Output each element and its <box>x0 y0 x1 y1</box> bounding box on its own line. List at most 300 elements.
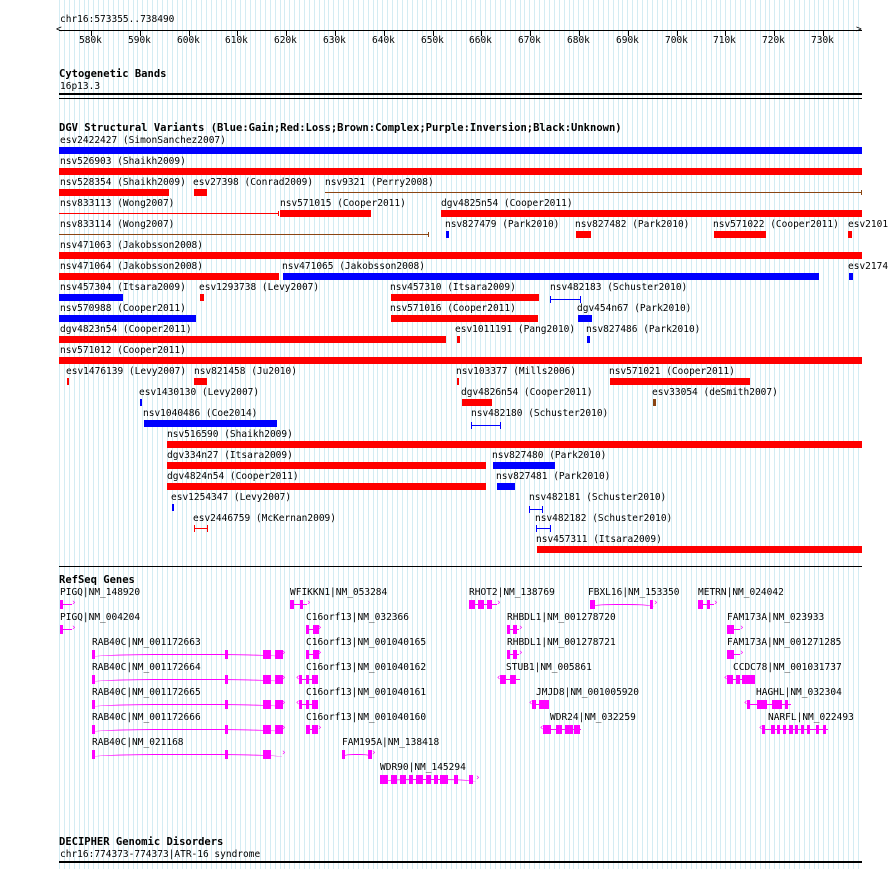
sv-label-esv33054[interactable]: esv33054 (deSmith2007) <box>652 387 778 398</box>
gene-exon-ccdc78[interactable] <box>736 675 740 684</box>
gene-label-rab40c2[interactable]: RAB40C|NM_001172664 <box>92 662 201 673</box>
sv-bar-esv27398[interactable] <box>194 189 207 196</box>
gene-label-wfikkn1[interactable]: WFIKKN1|NM_053284 <box>290 587 388 598</box>
grid-line <box>743 0 749 869</box>
gene-exon-rhot2[interactable] <box>487 600 492 609</box>
gene-exon-wdr90[interactable] <box>454 775 458 784</box>
gene-label-rhbdl1a[interactable]: RHBDL1|NM_001278720 <box>507 612 616 623</box>
cyto-band[interactable] <box>59 93 862 95</box>
grid-line <box>769 0 770 869</box>
ruler-tick-label: 710k <box>713 35 736 46</box>
strand-arrow-icon: ‹ <box>295 673 301 683</box>
gene-exon-c16orf13c[interactable] <box>306 675 309 684</box>
sv-bar-start-nsv482181 <box>529 506 530 513</box>
gene-exon-wdr24[interactable] <box>565 725 573 734</box>
section-title-decipher[interactable]: DECIPHER Genomic Disorders <box>59 836 224 848</box>
sv-bar-nsv482183[interactable] <box>550 299 581 300</box>
sv-bar-nsv833114[interactable] <box>59 234 429 235</box>
sv-label-nsv827486[interactable]: nsv827486 (Park2010) <box>586 324 701 335</box>
gene-intron-line-rab40c2[interactable] <box>92 679 282 683</box>
gene-label-rab40c5[interactable]: RAB40C|NM_021168 <box>92 737 184 748</box>
sv-bar-nsv9321[interactable] <box>325 192 862 193</box>
gene-label-wdr90[interactable]: WDR90|NM_145294 <box>380 762 466 773</box>
sv-bar-esv1254347[interactable] <box>172 504 174 511</box>
gene-exon-wfikkn1[interactable] <box>290 600 294 609</box>
gene-exon-metrn[interactable] <box>707 600 710 609</box>
gene-exon-rab40c5[interactable] <box>92 750 95 759</box>
gene-exon-pigq1[interactable] <box>60 600 63 609</box>
sv-bar-nsv471065[interactable] <box>283 273 819 280</box>
gene-exon-rab40c4[interactable] <box>263 725 271 734</box>
gene-exon-rab40c2[interactable] <box>225 675 228 684</box>
grid-line <box>701 0 702 869</box>
grid-line <box>691 0 692 869</box>
sv-bar-dgv454n67[interactable] <box>578 315 592 322</box>
sv-bar-nsv827479[interactable] <box>446 231 449 238</box>
gene-exon-metrn[interactable] <box>698 600 703 609</box>
sv-label-nsv827479[interactable]: nsv827479 (Park2010) <box>445 219 560 230</box>
sv-label-nsv526903[interactable]: nsv526903 (Shaikh2009) <box>60 156 186 167</box>
track-divider <box>59 566 862 567</box>
gene-label-narfl[interactable]: NARFL|NM_022493 <box>768 712 854 723</box>
sv-bar-dgv4825n54[interactable] <box>441 210 862 217</box>
gene-exon-narfl[interactable] <box>789 725 793 734</box>
gene-exon-narfl[interactable] <box>807 725 810 734</box>
gene-exon-rhbdl1a[interactable] <box>513 625 517 634</box>
gene-exon-wfikkn1[interactable] <box>300 600 303 609</box>
strand-arrow-icon: ‹ <box>743 698 749 708</box>
gene-intron-line-rab40c5[interactable] <box>92 754 282 758</box>
sv-bar-nsv482181[interactable] <box>529 509 543 510</box>
sv-bar-esv2174[interactable] <box>849 273 853 280</box>
sv-bar-end-nsv482181 <box>542 506 543 513</box>
grid-line <box>814 0 815 869</box>
gene-exon-narfl[interactable] <box>823 725 826 734</box>
sv-bar-nsv833113[interactable] <box>59 213 279 214</box>
gene-exon-c16orf13d[interactable] <box>306 700 309 709</box>
sv-bar-nsv471063[interactable] <box>59 252 862 259</box>
sv-bar-nsv571021[interactable] <box>610 378 750 385</box>
strand-arrow-icon: ‹ <box>496 673 502 683</box>
sv-bar-esv1293738[interactable] <box>200 294 204 301</box>
sv-bar-dgv334n27[interactable] <box>167 462 486 469</box>
sv-label-dgv4824n54[interactable]: dgv4824n54 (Cooper2011) <box>167 471 299 482</box>
grid-line <box>716 0 717 869</box>
sv-bar-dgv4823n54[interactable] <box>59 336 446 343</box>
gene-exon-rab40c3[interactable] <box>263 700 271 709</box>
decipher-bar[interactable] <box>59 861 862 863</box>
sv-label-nsv471065[interactable]: nsv471065 (Jakobsson2008) <box>282 261 425 272</box>
sv-bar-nsv471064[interactable] <box>59 273 279 280</box>
gene-exon-stub1[interactable] <box>510 675 516 684</box>
gene-label-rab40c4[interactable]: RAB40C|NM_001172666 <box>92 712 201 723</box>
sv-label-nsv482181[interactable]: nsv482181 (Schuster2010) <box>529 492 667 503</box>
gene-exon-narfl[interactable] <box>795 725 798 734</box>
grid-line <box>755 0 756 869</box>
gene-exon-rhbdl1b[interactable] <box>507 650 510 659</box>
gene-exon-wdr90[interactable] <box>440 775 448 784</box>
gene-exon-wdr24[interactable] <box>556 725 562 734</box>
gene-exon-pigq2[interactable] <box>60 625 63 634</box>
grid-line <box>774 0 775 869</box>
sv-bar-nsv1040486[interactable] <box>144 420 277 427</box>
sv-bar-end-nsv9321 <box>861 190 862 195</box>
sv-label-nsv570988[interactable]: nsv570988 (Cooper2011) <box>60 303 186 314</box>
gene-exon-narfl[interactable] <box>816 725 819 734</box>
strand-arrow-icon: › <box>518 623 524 633</box>
gene-exon-wdr90[interactable] <box>469 775 473 784</box>
grid-line <box>662 0 663 869</box>
sv-label-nsv9321[interactable]: nsv9321 (Perry2008) <box>325 177 434 188</box>
grid-line <box>657 0 658 869</box>
sv-bar-nsv526903[interactable] <box>59 168 862 175</box>
gene-exon-c16orf13e[interactable] <box>306 725 310 734</box>
sv-label-nsv833114[interactable]: nsv833114 (Wong2007) <box>60 219 175 230</box>
gene-label-ccdc78[interactable]: CCDC78|NM_001031737 <box>733 662 842 673</box>
grid-line <box>765 0 766 869</box>
sv-bar-esv33054[interactable] <box>653 399 656 406</box>
gene-exon-wdr90[interactable] <box>426 775 431 784</box>
sv-label-esv1254347[interactable]: esv1254347 (Levy2007) <box>171 492 292 503</box>
grid-line <box>784 0 785 869</box>
grid-line <box>637 0 638 869</box>
ruler-tick-label: 660k <box>469 35 492 46</box>
gene-exon-fbxl16[interactable] <box>590 600 595 609</box>
gene-exon-rhbdl1b[interactable] <box>513 650 517 659</box>
gene-exon-rhot2[interactable] <box>478 600 484 609</box>
sv-label-nsv571016[interactable]: nsv571016 (Cooper2011) <box>390 303 516 314</box>
sv-bar-esv2422427[interactable] <box>59 147 862 154</box>
strand-arrow-icon: › <box>371 748 377 758</box>
ruler-tick-label: 610k <box>225 35 248 46</box>
sv-label-nsv571021[interactable]: nsv571021 (Cooper2011) <box>609 366 735 377</box>
sv-bar-start-nsv482182 <box>536 525 537 532</box>
sv-bar-nsv528354[interactable] <box>59 189 169 196</box>
section-title-refseq-genes[interactable]: RefSeq Genes <box>59 574 135 586</box>
gene-exon-c16orf13b[interactable] <box>306 650 309 659</box>
gene-exon-rab40c4[interactable] <box>92 725 95 734</box>
grid-line <box>858 0 859 869</box>
sv-label-nsv833113[interactable]: nsv833113 (Wong2007) <box>60 198 175 209</box>
gene-label-haghl[interactable]: HAGHL|NM_032304 <box>756 687 842 698</box>
grid-line <box>735 0 736 869</box>
sv-bar-nsv827480[interactable] <box>493 462 555 469</box>
grid-line <box>818 0 819 869</box>
grid-line <box>720 0 721 869</box>
gene-label-jmjd8[interactable]: JMJD8|NM_001005920 <box>536 687 639 698</box>
gene-exon-rab40c1[interactable] <box>263 650 271 659</box>
gene-label-rab40c1[interactable]: RAB40C|NM_001172663 <box>92 637 201 648</box>
sv-bar-dgv4824n54[interactable] <box>167 483 486 490</box>
sv-bar-esv1011191[interactable] <box>457 336 460 343</box>
sv-bar-start-nsv482183 <box>550 296 551 303</box>
grid-line <box>740 0 741 869</box>
sv-bar-nsv571016[interactable] <box>391 315 538 322</box>
strand-arrow-icon: ‹ <box>528 698 534 708</box>
gene-exon-wdr90[interactable] <box>416 775 423 784</box>
gene-exon-narfl[interactable] <box>801 725 804 734</box>
grid-line <box>794 0 795 869</box>
sv-label-esv27398[interactable]: esv27398 (Conrad2009) <box>193 177 314 188</box>
section-title-dgv[interactable]: DGV Structural Variants (Blue:Gain;Red:Loss;Brown:Complex;Purple:Inversion;Black:Unknown) <box>59 122 622 134</box>
sv-bar-end-nsv482182 <box>550 525 551 532</box>
sv-bar-nsv516590[interactable] <box>167 441 862 448</box>
gene-exon-rab40c1[interactable] <box>225 650 228 659</box>
sv-bar-nsv827486[interactable] <box>587 336 590 343</box>
gene-label-fam173a2[interactable]: FAM173A|NM_001271285 <box>727 637 842 648</box>
decipher-item-label[interactable]: chr16:774373-774373|ATR-16 syndrome <box>60 849 261 860</box>
strand-arrow-icon: ‹ <box>295 698 301 708</box>
sv-label-nsv827481[interactable]: nsv827481 (Park2010) <box>496 471 611 482</box>
sv-label-nsv571022[interactable]: nsv571022 (Cooper2011) <box>713 219 839 230</box>
sv-bar-nsv482182[interactable] <box>536 528 551 529</box>
section-title-cytogenetic-bands[interactable]: Cytogenetic Bands <box>59 68 167 80</box>
sv-bar-nsv457304[interactable] <box>59 294 123 301</box>
grid-line <box>823 0 824 869</box>
grid-line <box>853 0 854 869</box>
gene-label-c16orf13e[interactable]: C16orf13|NM_001040160 <box>306 712 427 723</box>
sv-label-esv1476139[interactable]: esv1476139 (Levy2007) <box>66 366 187 377</box>
sv-label-dgv334n27[interactable]: dgv334n27 (Itsara2009) <box>167 450 293 461</box>
sv-label-esv2422427[interactable]: esv2422427 (SimonSanchez2007) <box>60 135 226 146</box>
sv-bar-nsv457310[interactable] <box>391 294 539 301</box>
grid-line <box>723 0 729 869</box>
grid-line <box>667 0 668 869</box>
sv-bar-nsv571012[interactable] <box>59 357 862 364</box>
gene-label-wdr24[interactable]: WDR24|NM_032259 <box>550 712 636 723</box>
strand-arrow-icon: › <box>518 648 524 658</box>
grid-line <box>627 0 628 869</box>
strand-arrow-icon: › <box>281 723 287 733</box>
sv-label-esv1011191[interactable]: esv1011191 (Pang2010) <box>455 324 576 335</box>
sv-label-nsv482180[interactable]: nsv482180 (Schuster2010) <box>471 408 609 419</box>
sv-label-esv1293738[interactable]: esv1293738 (Levy2007) <box>199 282 320 293</box>
ruler-tick-label: 680k <box>567 35 590 46</box>
sv-bar-end-nsv482183 <box>580 296 581 303</box>
gene-exon-fam195a[interactable] <box>342 750 345 759</box>
strand-arrow-icon: ‹ <box>723 673 729 683</box>
sv-bar-nsv827481[interactable] <box>497 483 515 490</box>
sv-bar-end-esv2446759 <box>207 525 208 532</box>
gene-intron-line-rab40c1[interactable] <box>92 654 282 658</box>
sv-label-nsv471064[interactable]: nsv471064 (Jakobsson2008) <box>60 261 203 272</box>
strand-arrow-icon: › <box>739 648 745 658</box>
sv-label-nsv571012[interactable]: nsv571012 (Cooper2011) <box>60 345 186 356</box>
gene-exon-c16orf13a[interactable] <box>306 625 309 634</box>
grid-line <box>758 0 764 869</box>
sv-label-dgv4826n54[interactable]: dgv4826n54 (Cooper2011) <box>461 387 593 398</box>
sv-bar-nsv571022[interactable] <box>714 231 766 238</box>
gene-exon-wdr24[interactable] <box>574 725 580 734</box>
sv-label-nsv827480[interactable]: nsv827480 (Park2010) <box>492 450 607 461</box>
gene-exon-rab40c5[interactable] <box>225 750 228 759</box>
sv-label-nsv571015[interactable]: nsv571015 (Cooper2011) <box>280 198 406 209</box>
gene-exon-rhbdl1a[interactable] <box>507 625 510 634</box>
gene-exon-rab40c1[interactable] <box>92 650 95 659</box>
gene-exon-wdr90[interactable] <box>434 775 438 784</box>
gene-label-stub1[interactable]: STUB1|NM_005861 <box>506 662 592 673</box>
sv-label-nsv482183[interactable]: nsv482183 (Schuster2010) <box>550 282 688 293</box>
grid-line <box>632 0 633 869</box>
sv-label-nsv821458[interactable]: nsv821458 (Ju2010) <box>194 366 297 377</box>
gene-exon-wdr90[interactable] <box>409 775 413 784</box>
grid-line <box>706 0 707 869</box>
strand-arrow-icon: › <box>281 748 287 758</box>
grid-line <box>622 0 623 869</box>
sv-label-nsv457310[interactable]: nsv457310 (Itsara2009) <box>390 282 516 293</box>
gene-exon-rab40c3[interactable] <box>225 700 228 709</box>
sv-label-nsv516590[interactable]: nsv516590 (Shaikh2009) <box>167 429 293 440</box>
grid-line <box>681 0 682 869</box>
sv-bar-esv2446759[interactable] <box>194 528 208 529</box>
sv-bar-nsv457311[interactable] <box>537 546 862 553</box>
strand-arrow-icon: › <box>653 598 659 608</box>
strand-arrow-icon: › <box>71 598 77 608</box>
gene-label-c16orf13c[interactable]: C16orf13|NM_001040162 <box>306 662 427 673</box>
grid-line <box>676 0 677 869</box>
gene-exon-narfl[interactable] <box>777 725 780 734</box>
gene-exon-narfl[interactable] <box>783 725 786 734</box>
strand-arrow-icon: › <box>713 598 719 608</box>
gene-intron-line-rab40c4[interactable] <box>92 729 282 733</box>
gene-exon-wdr90[interactable] <box>391 775 397 784</box>
strand-arrow-icon: › <box>496 598 502 608</box>
gene-label-rab40c3[interactable]: RAB40C|NM_001172665 <box>92 687 201 698</box>
sv-label-nsv1040486[interactable]: nsv1040486 (Coe2014) <box>143 408 258 419</box>
strand-arrow-icon: › <box>317 623 323 633</box>
grid-line <box>652 0 653 869</box>
sv-label-nsv457304[interactable]: nsv457304 (Itsara2009) <box>60 282 186 293</box>
sv-label-esv1430130[interactable]: esv1430130 (Levy2007) <box>139 387 260 398</box>
grid-line <box>789 0 790 869</box>
sv-label-esv2174[interactable]: esv2174 <box>848 261 889 272</box>
sv-label-dgv4823n54[interactable]: dgv4823n54 (Cooper2011) <box>60 324 192 335</box>
gene-label-fam195a[interactable]: FAM195A|NM_138418 <box>342 737 440 748</box>
ruler-axis <box>59 30 862 31</box>
gene-exon-rab40c4[interactable] <box>225 725 228 734</box>
sv-bar-esv1476139[interactable] <box>67 378 69 385</box>
strand-arrow-icon: › <box>739 623 745 633</box>
ruler-tick-label: 600k <box>177 35 200 46</box>
gene-exon-wdr90[interactable] <box>400 775 406 784</box>
grid-line <box>750 0 751 869</box>
ruler-tick-label: 730k <box>811 35 834 46</box>
ruler-tick-label: 580k <box>79 35 102 46</box>
position-readout: chr16:573355..738490 <box>60 14 175 25</box>
gene-exon-rab40c2[interactable] <box>263 675 271 684</box>
sv-label-dgv454n67[interactable]: dgv454n67 (Park2010) <box>577 303 692 314</box>
grid-line <box>711 0 712 869</box>
grid-line <box>848 0 849 869</box>
gene-exon-c16orf13c[interactable] <box>312 675 318 684</box>
gene-exon-rab40c5[interactable] <box>263 750 271 759</box>
gene-intron-line-fbxl16[interactable] <box>590 604 654 608</box>
strand-arrow-icon: › <box>317 723 323 733</box>
gene-label-c16orf13b[interactable]: C16orf13|NM_001040165 <box>306 637 427 648</box>
grid-line <box>804 0 805 869</box>
sv-label-nsv528354[interactable]: nsv528354 (Shaikh2009) <box>60 177 186 188</box>
sv-bar-esv2101[interactable] <box>848 231 852 238</box>
gene-exon-narfl[interactable] <box>771 725 775 734</box>
gene-exon-jmjd8[interactable] <box>539 700 549 709</box>
gene-label-rhbdl1b[interactable]: RHBDL1|NM_001278721 <box>507 637 616 648</box>
sv-label-nsv827482[interactable]: nsv827482 (Park2010) <box>575 219 690 230</box>
gene-exon-rab40c2[interactable] <box>92 675 95 684</box>
gene-intron-line-rab40c3[interactable] <box>92 704 282 708</box>
ruler-tick-label: 590k <box>128 35 151 46</box>
gene-label-pigq2[interactable]: PIGQ|NM_004204 <box>60 612 141 623</box>
grid-line <box>843 0 844 869</box>
grid-line <box>838 0 839 869</box>
sv-label-dgv4825n54[interactable]: dgv4825n54 (Cooper2011) <box>441 198 573 209</box>
sv-bar-start-nsv482180 <box>471 422 472 429</box>
sv-bar-nsv482180[interactable] <box>471 425 501 426</box>
sv-bar-esv1430130[interactable] <box>140 399 142 406</box>
ruler-tick-label: 670k <box>518 35 541 46</box>
track-divider <box>59 98 862 99</box>
grid-line <box>642 0 643 869</box>
gene-label-fam173a1[interactable]: FAM173A|NM_023933 <box>727 612 825 623</box>
strand-arrow-icon: › <box>281 648 287 658</box>
ruler-tick-label: 630k <box>323 35 346 46</box>
grid-line <box>779 0 780 869</box>
ruler-tick-label: 720k <box>762 35 785 46</box>
gene-exon-haghl[interactable] <box>757 700 767 709</box>
gene-label-fbxl16[interactable]: FBXL16|NM_153350 <box>588 587 680 598</box>
gene-exon-rab40c3[interactable] <box>92 700 95 709</box>
grid-line <box>686 0 687 869</box>
sv-bar-nsv103377[interactable] <box>457 378 459 385</box>
sv-label-esv2101[interactable]: esv2101 <box>848 219 889 230</box>
grid-line <box>647 0 648 869</box>
sv-bar-nsv570988[interactable] <box>59 315 196 322</box>
strand-arrow-icon: › <box>475 773 481 783</box>
strand-arrow-icon: ‹ <box>758 723 764 733</box>
gene-exon-fam173a2[interactable] <box>727 650 734 659</box>
sv-label-nsv457311[interactable]: nsv457311 (Itsara2009) <box>536 534 662 545</box>
sv-bar-end-nsv482180 <box>500 422 501 429</box>
sv-bar-dgv4826n54[interactable] <box>462 399 492 406</box>
gene-label-c16orf13a[interactable]: C16orf13|NM_032366 <box>306 612 409 623</box>
sv-label-nsv482182[interactable]: nsv482182 (Schuster2010) <box>535 513 673 524</box>
grid-line <box>799 0 800 869</box>
gene-exon-haghl[interactable] <box>772 700 782 709</box>
arrow-left-icon: < <box>56 24 62 35</box>
gene-exon-fam173a1[interactable] <box>727 625 734 634</box>
sv-bar-nsv571015[interactable] <box>280 210 371 217</box>
strand-arrow-icon: › <box>71 623 77 633</box>
sv-bar-nsv821458[interactable] <box>194 378 207 385</box>
grid-line <box>833 0 834 869</box>
gene-exon-c16orf13d[interactable] <box>312 700 318 709</box>
sv-label-esv2446759[interactable]: esv2446759 (McKernan2009) <box>193 513 336 524</box>
gene-exon-haghl[interactable] <box>785 700 788 709</box>
gene-label-pigq1[interactable]: PIGQ|NM_148920 <box>60 587 141 598</box>
ruler-tick-label: 640k <box>372 35 395 46</box>
gene-exon-wdr90[interactable] <box>380 775 388 784</box>
gene-exon-ccdc78[interactable] <box>742 675 755 684</box>
sv-bar-nsv827482[interactable] <box>576 231 591 238</box>
grid-line <box>809 0 810 869</box>
gene-label-c16orf13d[interactable]: C16orf13|NM_001040161 <box>306 687 427 698</box>
gene-exon-rhot2[interactable] <box>469 600 475 609</box>
grid-line <box>696 0 697 869</box>
sv-label-nsv103377[interactable]: nsv103377 (Mills2006) <box>456 366 577 377</box>
sv-label-nsv471063[interactable]: nsv471063 (Jakobsson2008) <box>60 240 203 251</box>
gene-label-rhot2[interactable]: RHOT2|NM_138769 <box>469 587 555 598</box>
grid-line <box>828 0 829 869</box>
gene-label-metrn[interactable]: METRN|NM_024042 <box>698 587 784 598</box>
